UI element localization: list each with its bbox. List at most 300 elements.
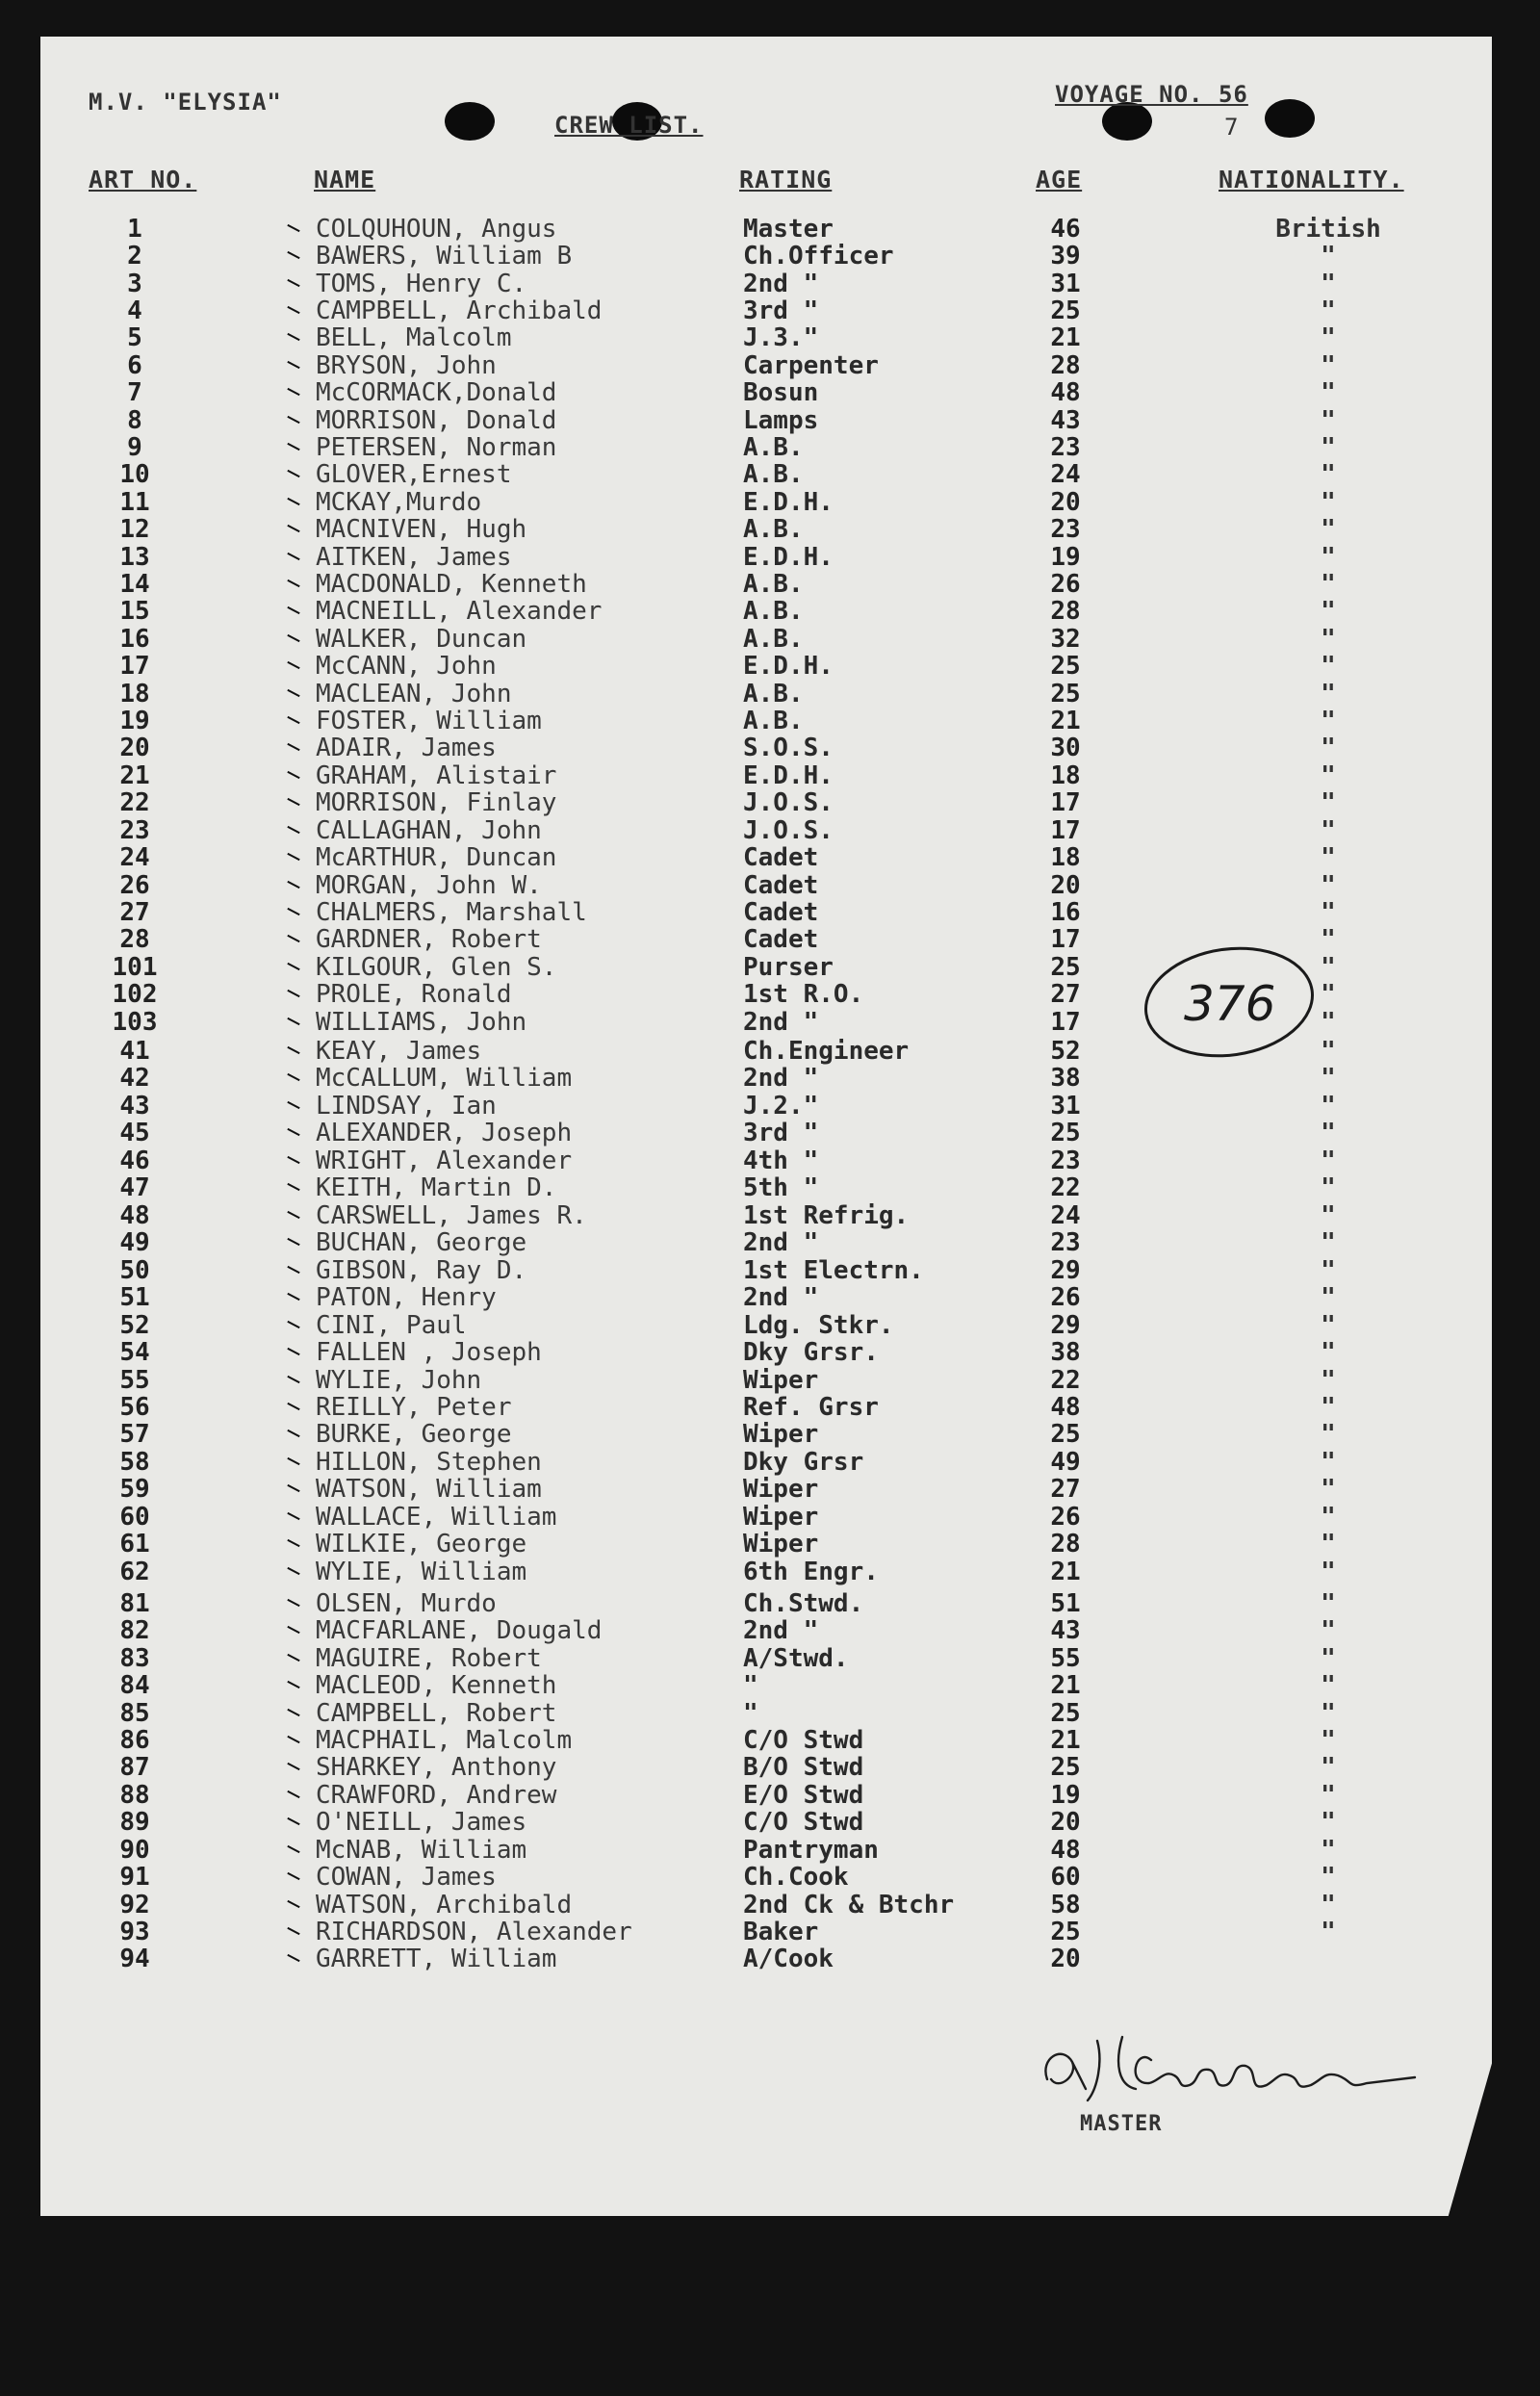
crew-age: 31 <box>1050 270 1081 298</box>
check-mark-icon <box>287 935 299 942</box>
crew-age: 52 <box>1050 1037 1081 1066</box>
crew-rating: 2nd " <box>743 1228 819 1257</box>
crew-name: WALKER, Duncan <box>316 625 527 654</box>
crew-nationality: " <box>1321 1338 1336 1367</box>
crew-age: 38 <box>1050 1064 1081 1093</box>
crew-rating: Wiper <box>743 1366 819 1395</box>
crew-rating: 1st Refrig. <box>743 1201 910 1230</box>
crew-age: 25 <box>1050 953 1081 982</box>
crew-age: 46 <box>1050 215 1081 244</box>
check-mark-icon <box>287 1430 299 1437</box>
crew-age: 28 <box>1050 1530 1081 1559</box>
check-mark-icon <box>287 1539 299 1547</box>
crew-nationality: " <box>1321 1753 1336 1782</box>
crew-name: MACLEOD, Kenneth <box>316 1671 557 1700</box>
check-mark-icon <box>287 908 299 915</box>
crew-rating: J.O.S. <box>743 816 834 845</box>
crew-rating: " <box>743 1699 758 1728</box>
check-mark-icon <box>287 1293 299 1301</box>
check-mark-icon <box>287 1681 299 1688</box>
table-row <box>0 1531 1540 1559</box>
table-row <box>0 1339 1540 1367</box>
table-row <box>0 324 1540 352</box>
check-mark-icon <box>287 1791 299 1798</box>
crew-age: 23 <box>1050 515 1081 544</box>
crew-age: 20 <box>1050 1808 1081 1837</box>
crew-nationality: " <box>1321 1781 1336 1810</box>
crew-art-number: 10 <box>119 460 150 489</box>
crew-age: 32 <box>1050 625 1081 654</box>
crew-age: 58 <box>1050 1891 1081 1919</box>
crew-name: MORGAN, John W. <box>316 871 542 900</box>
crew-rating: Wiper <box>743 1530 819 1559</box>
crew-rating: S.O.S. <box>743 734 834 762</box>
crew-name: CALLAGHAN, John <box>316 816 542 845</box>
crew-art-number: 102 <box>112 980 158 1009</box>
crew-art-number: 2 <box>127 242 142 271</box>
crew-name: BUCHAN, George <box>316 1228 527 1257</box>
check-mark-icon <box>287 1073 299 1081</box>
crew-art-number: 103 <box>112 1008 158 1037</box>
crew-rating: A/Stwd. <box>743 1644 849 1673</box>
crew-nationality: " <box>1321 1366 1336 1395</box>
crew-age: 25 <box>1050 1753 1081 1782</box>
crew-art-number: 101 <box>112 953 158 982</box>
check-mark-icon <box>287 990 299 997</box>
table-row <box>0 1559 1540 1586</box>
table-row <box>0 243 1540 271</box>
crew-rating: Cadet <box>743 843 819 872</box>
crew-age: 18 <box>1050 843 1081 872</box>
check-mark-icon <box>287 1927 299 1935</box>
crew-nationality: " <box>1321 406 1336 435</box>
table-row <box>0 1919 1540 1946</box>
crew-age: 39 <box>1050 242 1081 271</box>
crew-nationality: " <box>1321 270 1336 298</box>
crew-art-number: 12 <box>119 515 150 544</box>
column-header-name: NAME <box>314 166 376 193</box>
crew-name: McCALLUM, William <box>316 1064 573 1093</box>
crew-rating: Lamps <box>743 406 819 435</box>
crew-rating: E.D.H. <box>743 652 834 681</box>
crew-age: 22 <box>1050 1173 1081 1202</box>
crew-rating: A.B. <box>743 570 804 599</box>
check-mark-icon <box>287 771 299 779</box>
crew-name: FALLEN , Joseph <box>316 1338 542 1367</box>
table-row <box>0 872 1540 900</box>
crew-rating: A.B. <box>743 597 804 626</box>
table-row <box>0 1727 1540 1755</box>
crew-art-number: 13 <box>119 543 150 572</box>
check-mark-icon <box>287 798 299 806</box>
crew-nationality: " <box>1321 980 1336 1009</box>
crew-rating: C/O Stwd <box>743 1726 864 1755</box>
crew-art-number: 14 <box>119 570 150 599</box>
crew-age: 21 <box>1050 323 1081 352</box>
table-row <box>0 1645 1540 1673</box>
crew-age: 31 <box>1050 1092 1081 1121</box>
crew-nationality: " <box>1321 323 1336 352</box>
crew-rating: Pantryman <box>743 1836 879 1865</box>
crew-name: CRAWFORD, Andrew <box>316 1781 557 1810</box>
master-signature <box>1030 2008 1434 2114</box>
crew-rating: 2nd Ck & Btchr <box>743 1891 955 1919</box>
table-row <box>0 734 1540 762</box>
table-row <box>0 461 1540 489</box>
table-row <box>0 626 1540 654</box>
check-mark-icon <box>287 1183 299 1191</box>
table-row <box>0 1864 1540 1892</box>
crew-nationality: " <box>1321 597 1336 626</box>
punch-hole <box>1102 102 1152 141</box>
table-row <box>0 1421 1540 1449</box>
crew-art-number: 48 <box>119 1201 150 1230</box>
crew-name: KEAY, James <box>316 1037 482 1066</box>
table-row <box>0 1229 1540 1257</box>
crew-rating: E.D.H. <box>743 543 834 572</box>
table-row <box>0 817 1540 845</box>
crew-nationality: " <box>1321 1311 1336 1340</box>
crew-nationality: " <box>1321 1616 1336 1645</box>
crew-nationality: " <box>1321 1530 1336 1559</box>
crew-rating: Ch.Cook <box>743 1863 849 1892</box>
crew-age: 25 <box>1050 680 1081 708</box>
crew-art-number: 60 <box>119 1503 150 1532</box>
crew-name: CINI, Paul <box>316 1311 467 1340</box>
crew-art-number: 42 <box>119 1064 150 1093</box>
crew-nationality: " <box>1321 460 1336 489</box>
crew-age: 23 <box>1050 1146 1081 1175</box>
crew-name: WILKIE, George <box>316 1530 527 1559</box>
crew-age: 20 <box>1050 871 1081 900</box>
crew-rating: Bosun <box>743 378 819 407</box>
crew-nationality: " <box>1321 1008 1336 1037</box>
check-mark-icon <box>287 1128 299 1136</box>
crew-name: KEITH, Martin D. <box>316 1173 557 1202</box>
crew-name: GIBSON, Ray D. <box>316 1256 527 1285</box>
check-mark-icon <box>287 689 299 697</box>
crew-rating: J.O.S. <box>743 788 834 817</box>
crew-rating: E.D.H. <box>743 488 834 517</box>
circled-annotation <box>1142 943 1317 1061</box>
crew-nationality: " <box>1321 734 1336 762</box>
crew-name: LINDSAY, Ian <box>316 1092 497 1121</box>
check-mark-icon <box>287 279 299 287</box>
crew-art-number: 52 <box>119 1311 150 1340</box>
crew-art-number: 15 <box>119 597 150 626</box>
check-mark-icon <box>287 963 299 970</box>
crew-name: HILLON, Stephen <box>316 1448 542 1477</box>
check-mark-icon <box>287 224 299 232</box>
crew-age: 51 <box>1050 1589 1081 1618</box>
crew-art-number: 18 <box>119 680 150 708</box>
crew-age: 43 <box>1050 406 1081 435</box>
crew-age: 24 <box>1050 460 1081 489</box>
crew-rating: Master <box>743 215 834 244</box>
check-mark-icon <box>287 361 299 369</box>
crew-nationality: " <box>1321 680 1336 708</box>
table-row <box>0 1672 1540 1700</box>
crew-art-number: 17 <box>119 652 150 681</box>
check-mark-icon <box>287 1376 299 1383</box>
crew-nationality: " <box>1321 761 1336 790</box>
crew-age: 60 <box>1050 1863 1081 1892</box>
crew-age: 21 <box>1050 1671 1081 1700</box>
crew-nationality: " <box>1321 1558 1336 1586</box>
crew-nationality: " <box>1321 1393 1336 1422</box>
table-row <box>0 1504 1540 1532</box>
crew-age: 29 <box>1050 1311 1081 1340</box>
crew-rating: Ref. Grsr <box>743 1393 879 1422</box>
crew-nationality: " <box>1321 898 1336 927</box>
check-mark-icon <box>287 1626 299 1634</box>
crew-art-number: 11 <box>119 488 150 517</box>
crew-rating: A.B. <box>743 460 804 489</box>
crew-art-number: 8 <box>127 406 142 435</box>
check-mark-icon <box>287 1348 299 1355</box>
crew-rating: B/O Stwd <box>743 1753 864 1782</box>
crew-rating: A.B. <box>743 680 804 708</box>
crew-rating: Cadet <box>743 925 819 954</box>
table-row <box>0 1617 1540 1645</box>
crew-rating: Wiper <box>743 1475 819 1504</box>
crew-art-number: 84 <box>119 1671 150 1700</box>
column-header-rating: RATING <box>739 166 833 193</box>
table-row <box>0 1449 1540 1477</box>
crew-art-number: 47 <box>119 1173 150 1202</box>
check-mark-icon <box>287 1101 299 1109</box>
crew-nationality: " <box>1321 1283 1336 1312</box>
crew-name: WILLIAMS, John <box>316 1008 527 1037</box>
crew-rating: 3rd " <box>743 296 819 325</box>
crew-name: MACFARLANE, Dougald <box>316 1616 603 1645</box>
crew-nationality: " <box>1321 1420 1336 1449</box>
crew-name: ALEXANDER, Joseph <box>316 1119 573 1147</box>
check-mark-icon <box>287 498 299 505</box>
check-mark-icon <box>287 1654 299 1662</box>
crew-name: MACDONALD, Kenneth <box>316 570 587 599</box>
table-row <box>0 407 1540 435</box>
crew-art-number: 86 <box>119 1726 150 1755</box>
punch-hole <box>445 102 495 141</box>
crew-name: AITKEN, James <box>316 543 512 572</box>
check-mark-icon <box>287 1872 299 1880</box>
table-row <box>0 1809 1540 1837</box>
crew-rating: 1st Electrn. <box>743 1256 924 1285</box>
crew-age: 17 <box>1050 925 1081 954</box>
crew-name: WATSON, William <box>316 1475 542 1504</box>
voyage-mark: 7 <box>1224 114 1240 141</box>
crew-rating: E/O Stwd <box>743 1781 864 1810</box>
check-mark-icon <box>287 1763 299 1770</box>
table-row <box>0 762 1540 790</box>
crew-art-number: 21 <box>119 761 150 790</box>
crew-art-number: 46 <box>119 1146 150 1175</box>
table-row <box>0 434 1540 462</box>
crew-rating: 3rd " <box>743 1119 819 1147</box>
check-mark-icon <box>287 1457 299 1465</box>
table-row <box>0 1700 1540 1728</box>
crew-rating: E.D.H. <box>743 761 834 790</box>
signature-title: MASTER <box>1080 2112 1163 2136</box>
crew-name: McCORMACK,Donald <box>316 378 557 407</box>
crew-age: 28 <box>1050 597 1081 626</box>
voyage-number: VOYAGE NO. 56 <box>1055 81 1248 108</box>
crew-name: MACLEAN, John <box>316 680 512 708</box>
crew-art-number: 93 <box>119 1918 150 1946</box>
table-row <box>0 271 1540 298</box>
crew-age: 20 <box>1050 488 1081 517</box>
crew-age: 21 <box>1050 707 1081 735</box>
table-row <box>0 1590 1540 1618</box>
crew-nationality: " <box>1321 1092 1336 1121</box>
crew-rating: 2nd " <box>743 1616 819 1645</box>
crew-name: BELL, Malcolm <box>316 323 512 352</box>
crew-art-number: 27 <box>119 898 150 927</box>
column-header-age: AGE <box>1036 166 1083 193</box>
check-mark-icon <box>287 1321 299 1328</box>
crew-nationality: " <box>1321 1699 1336 1728</box>
table-row <box>0 653 1540 681</box>
crew-rating: 2nd " <box>743 1064 819 1093</box>
crew-nationality: " <box>1321 1863 1336 1892</box>
crew-nationality: " <box>1321 816 1336 845</box>
table-row <box>0 1837 1540 1865</box>
check-mark-icon <box>287 1599 299 1607</box>
crew-rating: Cadet <box>743 898 819 927</box>
column-header-art-no: ART NO. <box>89 166 197 193</box>
crew-nationality: " <box>1321 788 1336 817</box>
crew-art-number: 22 <box>119 788 150 817</box>
table-row <box>0 1312 1540 1340</box>
crew-rating: Dky Grsr. <box>743 1338 879 1367</box>
crew-nationality: " <box>1321 1475 1336 1504</box>
crew-nationality: " <box>1321 871 1336 900</box>
crew-nationality: " <box>1321 515 1336 544</box>
crew-nationality: " <box>1321 296 1336 325</box>
crew-nationality: " <box>1321 488 1336 517</box>
table-row <box>0 789 1540 817</box>
crew-nationality: " <box>1321 1918 1336 1946</box>
crew-name: MCKAY,Murdo <box>316 488 482 517</box>
crew-art-number: 20 <box>119 734 150 762</box>
check-mark-icon <box>287 251 299 259</box>
crew-name: PETERSEN, Norman <box>316 433 557 462</box>
crew-art-number: 45 <box>119 1119 150 1147</box>
punch-hole <box>1265 99 1315 138</box>
check-mark-icon <box>287 1900 299 1908</box>
crew-rating: Wiper <box>743 1420 819 1449</box>
crew-nationality: " <box>1321 625 1336 654</box>
vessel-name: M.V. "ELYSIA" <box>89 89 282 116</box>
crew-rating: Cadet <box>743 871 819 900</box>
check-mark-icon <box>287 606 299 614</box>
crew-name: WYLIE, William <box>316 1558 527 1586</box>
crew-age: 26 <box>1050 570 1081 599</box>
check-mark-icon <box>287 1484 299 1492</box>
crew-nationality: " <box>1321 1201 1336 1230</box>
check-mark-icon <box>287 1046 299 1054</box>
crew-art-number: 5 <box>127 323 142 352</box>
crew-art-number: 94 <box>119 1945 150 1973</box>
crew-rating: J.2." <box>743 1092 819 1121</box>
crew-nationality: " <box>1321 1644 1336 1673</box>
crew-age: 25 <box>1050 1119 1081 1147</box>
crew-nationality: " <box>1321 707 1336 735</box>
crew-age: 55 <box>1050 1644 1081 1673</box>
crew-nationality: " <box>1321 242 1336 271</box>
crew-age: 48 <box>1050 1836 1081 1865</box>
crew-name: WATSON, Archibald <box>316 1891 573 1919</box>
table-row <box>0 216 1540 244</box>
crew-rating: 2nd " <box>743 1283 819 1312</box>
check-mark-icon <box>287 525 299 532</box>
crew-age: 20 <box>1050 1945 1081 1973</box>
table-row <box>0 1257 1540 1285</box>
crew-name: RICHARDSON, Alexander <box>316 1918 632 1946</box>
crew-nationality: " <box>1321 652 1336 681</box>
crew-age: 26 <box>1050 1283 1081 1312</box>
crew-age: 25 <box>1050 1699 1081 1728</box>
crew-rating: A.B. <box>743 625 804 654</box>
check-mark-icon <box>287 853 299 861</box>
check-mark-icon <box>287 1817 299 1825</box>
crew-age: 48 <box>1050 1393 1081 1422</box>
crew-art-number: 9 <box>127 433 142 462</box>
crew-name: McCANN, John <box>316 652 497 681</box>
crew-art-number: 56 <box>119 1393 150 1422</box>
table-row <box>0 1174 1540 1202</box>
crew-nationality: " <box>1321 1064 1336 1093</box>
crew-art-number: 58 <box>119 1448 150 1477</box>
table-row <box>0 1394 1540 1422</box>
check-mark-icon <box>287 1403 299 1410</box>
crew-rating: Carpenter <box>743 351 879 380</box>
crew-name: OLSEN, Murdo <box>316 1589 497 1618</box>
crew-rating: Ch.Stwd. <box>743 1589 864 1618</box>
crew-rating: Dky Grsr <box>743 1448 864 1477</box>
crew-age: 26 <box>1050 1503 1081 1532</box>
crew-nationality: British <box>1275 215 1381 244</box>
crew-nationality: " <box>1321 953 1336 982</box>
circled-number: 376 <box>1184 976 1276 1032</box>
crew-art-number: 3 <box>127 270 142 298</box>
crew-nationality: " <box>1321 1173 1336 1202</box>
crew-rating: Ch.Officer <box>743 242 894 271</box>
crew-name: MAGUIRE, Robert <box>316 1644 542 1673</box>
crew-name: O'NEILL, James <box>316 1808 527 1837</box>
crew-art-number: 16 <box>119 625 150 654</box>
crew-rating: A/Cook <box>743 1945 834 1973</box>
crew-art-number: 57 <box>119 1420 150 1449</box>
table-row <box>0 681 1540 708</box>
crew-age: 18 <box>1050 761 1081 790</box>
table-row <box>0 1120 1540 1147</box>
table-row <box>0 708 1540 735</box>
crew-name: MACNIVEN, Hugh <box>316 515 527 544</box>
crew-art-number: 49 <box>119 1228 150 1257</box>
crew-name: McARTHUR, Duncan <box>316 843 557 872</box>
crew-art-number: 61 <box>119 1530 150 1559</box>
crew-name: TOMS, Henry C. <box>316 270 527 298</box>
crew-rating: J.3." <box>743 323 819 352</box>
crew-age: 43 <box>1050 1616 1081 1645</box>
crew-art-number: 24 <box>119 843 150 872</box>
table-row <box>0 1754 1540 1782</box>
check-mark-icon <box>287 553 299 560</box>
check-mark-icon <box>287 416 299 424</box>
crew-age: 30 <box>1050 734 1081 762</box>
